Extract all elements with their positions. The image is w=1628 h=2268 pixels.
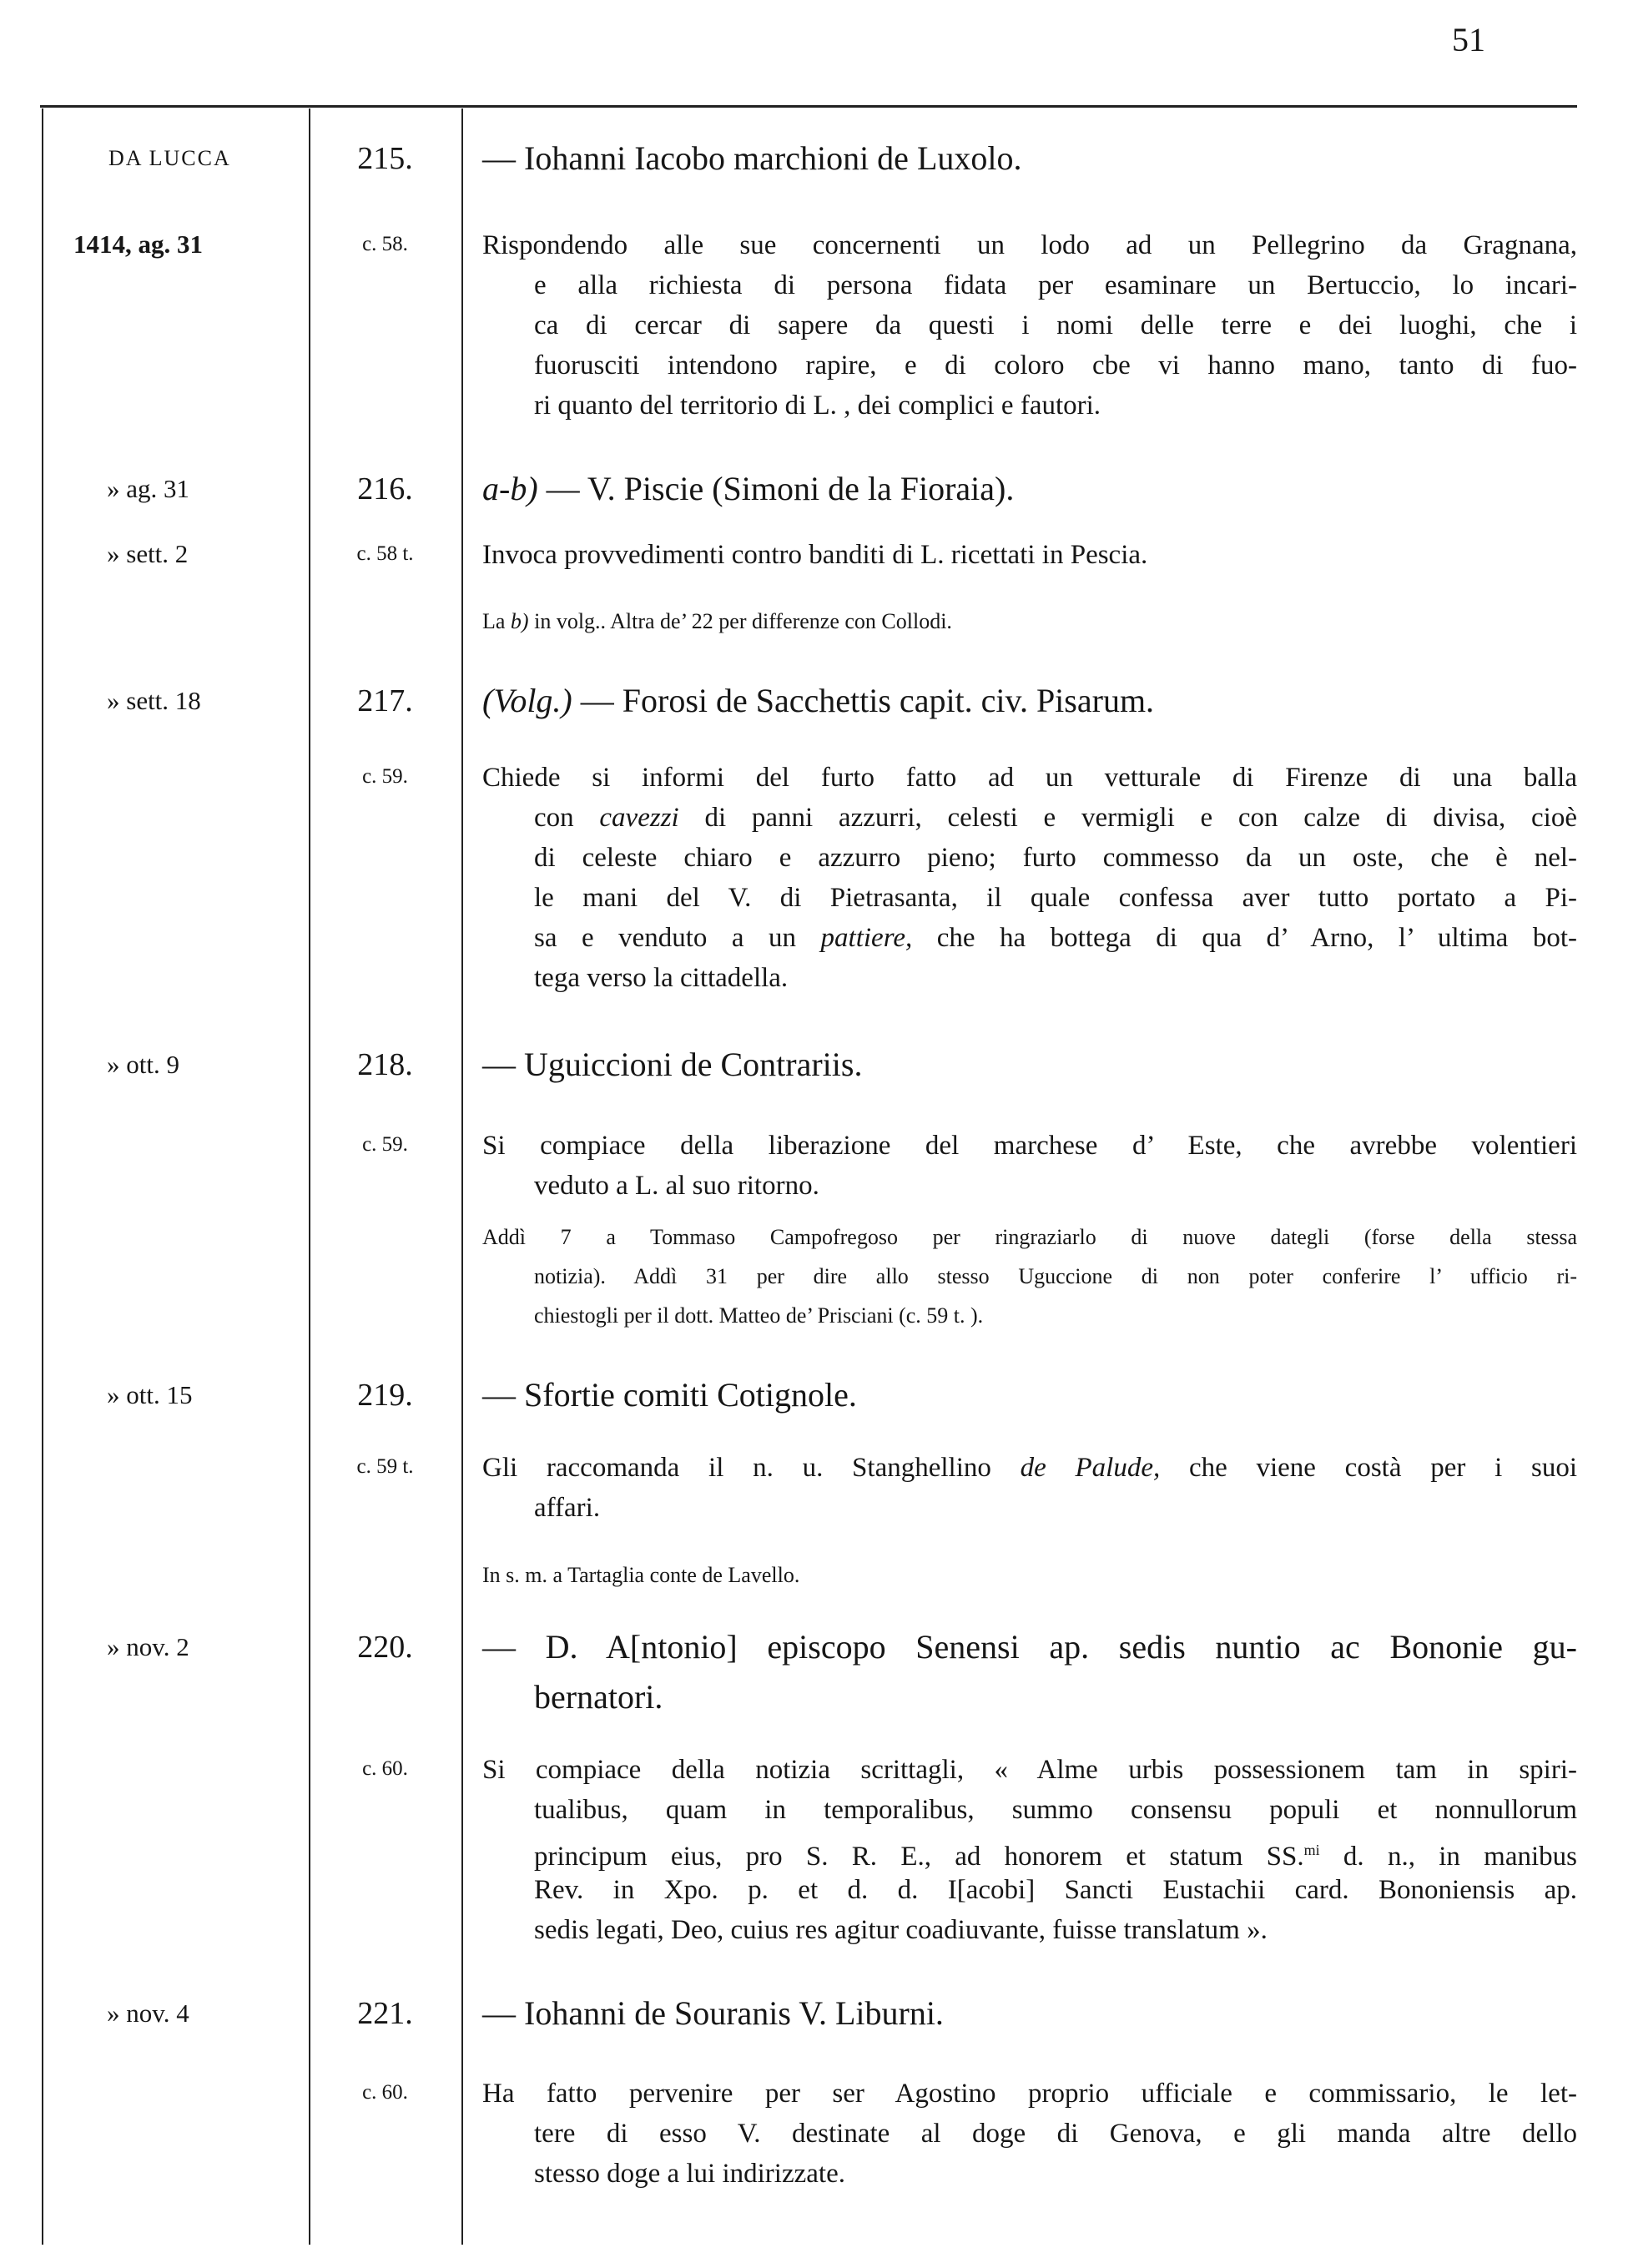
- entry-number: 219.: [357, 1378, 413, 1413]
- entry-summary-line: [534, 1829, 1577, 1871]
- text-segment: d. n., in manibus: [1319, 1842, 1577, 1872]
- folio-reference: c. 58 t.: [356, 542, 414, 565]
- text-segment: — Uguiccioni de Contrariis.: [482, 1046, 863, 1083]
- entry-summary-line: [534, 1909, 1577, 1951]
- text-segment: — Iohanni Iacobo marchioni de Luxolo.: [482, 139, 1022, 177]
- entry-number: 220.: [357, 1630, 413, 1665]
- entry-number: 217.: [357, 683, 413, 718]
- text-segment: b): [510, 608, 529, 633]
- text-segment: bernatori.: [534, 1678, 663, 1716]
- entry-summary-line: [534, 2113, 1577, 2155]
- text-segment: e alla richiesta di persona fidata per esaminare un Bertuccio, lo incari-: [534, 270, 1577, 300]
- entry-summary-line: [482, 1749, 1577, 1791]
- entry-summary-line: [534, 877, 1577, 919]
- folio-reference: c. 59 t.: [356, 1455, 414, 1478]
- text-segment: Invoca provvedimenti contro banditi di L. ricettati in Pescia.: [482, 540, 1148, 570]
- text-segment: sedis legati, Deo, cuius res agitur coadiuvante, fuisse translatum ».: [534, 1915, 1268, 1945]
- text-segment: che ha bottega di qua d’ Arno, l’ ultima bot-: [912, 923, 1577, 953]
- entry-date: » ag. 31: [107, 474, 190, 503]
- text-segment: ca di cercar di sapere da questi i nomi delle terre e dei luoghi, che i: [534, 310, 1577, 340]
- text-segment: chiestogli per il dott. Matteo de’ Prisciani (c. 59 t. ).: [534, 1303, 984, 1328]
- text-segment: principum eius, pro S. R. E., ad honorem et statum SS.: [534, 1842, 1304, 1872]
- page-number: 51: [1452, 21, 1485, 58]
- text-segment: — D. A[ntonio] episcopo Senensi ap. sedis nuntio ac Bononie gu-: [482, 1628, 1577, 1666]
- folio-reference: c. 60.: [362, 1757, 408, 1780]
- entry-note-line: [534, 1297, 1577, 1335]
- text-segment: de Palude,: [1020, 1453, 1161, 1483]
- text-segment: sa e venduto a un: [534, 923, 821, 953]
- text-segment: affari.: [534, 1493, 601, 1523]
- entry-heading: [534, 1672, 1577, 1722]
- text-segment: — Forosi de Sacchettis capit. civ. Pisarum.: [572, 682, 1155, 719]
- entry-note-line: [482, 1218, 1577, 1257]
- folio-reference: c. 58.: [362, 233, 408, 255]
- entry-summary-line: [534, 917, 1577, 959]
- entry-summary-line: [482, 534, 1577, 576]
- entry-note-line: [534, 1257, 1577, 1296]
- text-segment: di celeste chiaro e azzurro pieno; furto commesso da un oste, che è nel-: [534, 843, 1577, 873]
- entry-summary-line: [534, 385, 1577, 426]
- entry-note-line: [482, 1556, 1577, 1595]
- entry-date: » ott. 15: [107, 1380, 193, 1409]
- text-segment: tega verso la cittadella.: [534, 963, 789, 993]
- folio-reference: c. 60.: [362, 2081, 408, 2104]
- entry-date: » sett. 18: [107, 686, 201, 715]
- entry-heading: [482, 464, 1577, 514]
- entry-heading: [482, 1988, 1577, 2039]
- column-divider-number: [309, 108, 310, 2245]
- text-segment: mi: [1303, 1842, 1320, 1858]
- entry-summary-line: [534, 1789, 1577, 1831]
- text-segment: Chiede si informi del furto fatto ad un vetturale di Firenze di una balla: [482, 763, 1577, 793]
- entry-number: 221.: [357, 1996, 413, 2031]
- entry-summary-line: [534, 797, 1577, 839]
- text-segment: le mani del V. di Pietrasanta, il quale confessa aver tutto portato a Pi-: [534, 883, 1577, 913]
- text-segment: Si compiace della notizia scrittagli, « Alme urbis possessionem tam in spiri-: [482, 1755, 1577, 1785]
- entry-summary-line: [482, 2073, 1577, 2114]
- text-segment: con: [534, 803, 600, 833]
- text-segment: Rispondendo alle sue concernenti un lodo ad un Pellegrino da Gragnana,: [482, 230, 1577, 260]
- text-segment: notizia). Addì 31 per dire allo stesso Uguccione di non poter conferire l’ ufficio ri-: [534, 1263, 1577, 1288]
- text-segment: In s. m. a Tartaglia conte de Lavello.: [482, 1562, 800, 1587]
- text-segment: ri quanto del territorio di L. , dei complici e fautori.: [534, 391, 1101, 421]
- entry-heading: [482, 676, 1577, 726]
- text-segment: — Iohanni de Souranis V. Liburni.: [482, 1994, 944, 2032]
- text-segment: che viene costà per i suoi: [1160, 1453, 1578, 1483]
- entry-summary-line: [482, 1125, 1577, 1167]
- text-segment: cavezzi: [599, 803, 679, 833]
- entry-heading: [482, 1040, 1577, 1090]
- text-segment: pattiere,: [820, 923, 913, 953]
- text-segment: La: [482, 608, 511, 633]
- text-segment: tere di esso V. destinate al doge di Genova, e gli manda altre dello: [534, 2119, 1577, 2149]
- text-segment: Addì 7 a Tommaso Campofregoso per ringraziarlo di nuove dategli (forse della stessa: [482, 1224, 1577, 1249]
- column-divider-left: [42, 108, 43, 2245]
- text-segment: tualibus, quam in temporalibus, summo consensu populi et nonnullorum: [534, 1795, 1577, 1825]
- entry-heading: [482, 1622, 1577, 1672]
- text-segment: Si compiace della liberazione del marchese d’ Este, che avrebbe volentieri: [482, 1131, 1577, 1161]
- entry-summary-line: [534, 1869, 1577, 1911]
- entry-number: 216.: [357, 471, 413, 507]
- text-segment: (Volg.): [482, 682, 572, 719]
- text-segment: — V. Piscie (Simoni de la Fioraia).: [537, 470, 1015, 507]
- folio-reference: c. 59.: [362, 765, 408, 788]
- entry-number: 218.: [357, 1047, 413, 1082]
- entry-summary-line: [482, 224, 1577, 266]
- text-segment: — Sfortie comiti Cotignole.: [482, 1376, 857, 1414]
- entry-summary-line: [534, 345, 1577, 386]
- entry-number: 215.: [357, 141, 413, 176]
- entry-date: DA LUCCA: [108, 146, 231, 170]
- entry-heading: [482, 1370, 1577, 1420]
- entry-date: » nov. 2: [107, 1632, 189, 1661]
- entry-date: » nov. 4: [107, 1998, 189, 2028]
- entry-note-line: [482, 602, 1577, 641]
- text-segment: stesso doge a lui indirizzate.: [534, 2159, 845, 2189]
- text-segment: in volg.. Altra de’ 22 per differenze con Collodi.: [528, 608, 952, 633]
- entry-summary-line: [482, 757, 1577, 799]
- entry-summary-line: [482, 1447, 1577, 1489]
- text-segment: veduto a L. al suo ritorno.: [534, 1171, 819, 1201]
- text-segment: a-b): [482, 470, 538, 507]
- entry-summary-line: [534, 2153, 1577, 2195]
- text-segment: Gli raccomanda il n. u. Stanghellino: [482, 1453, 1021, 1483]
- text-segment: Rev. in Xpo. p. et d. d. I[acobi] Sancti Eustachii card. Bononiensis ap.: [534, 1875, 1577, 1905]
- entry-date-secondary: 1414, ag. 31: [73, 229, 203, 259]
- text-segment: Ha fatto pervenire per ser Agostino proprio ufficiale e commissario, le let-: [482, 2079, 1577, 2109]
- entry-summary-line: [534, 265, 1577, 306]
- text-segment: di panni azzurri, celesti e vermigli e con calze di divisa, cioè: [678, 803, 1577, 833]
- entry-date: » ott. 9: [107, 1050, 179, 1079]
- folio-reference: c. 59.: [362, 1133, 408, 1156]
- entry-summary-line: [534, 957, 1577, 999]
- entry-summary-line: [534, 837, 1577, 879]
- entry-date-secondary: » sett. 2: [107, 539, 189, 568]
- column-divider-main: [461, 108, 463, 2245]
- entry-summary-line: [534, 305, 1577, 346]
- text-segment: fuorusciti intendono rapire, e di coloro cbe vi hanno mano, tanto di fuo-: [534, 350, 1577, 381]
- top-rule: [40, 105, 1577, 108]
- entry-heading: [482, 134, 1577, 184]
- entry-summary-line: [534, 1487, 1577, 1529]
- entry-summary-line: [534, 1165, 1577, 1207]
